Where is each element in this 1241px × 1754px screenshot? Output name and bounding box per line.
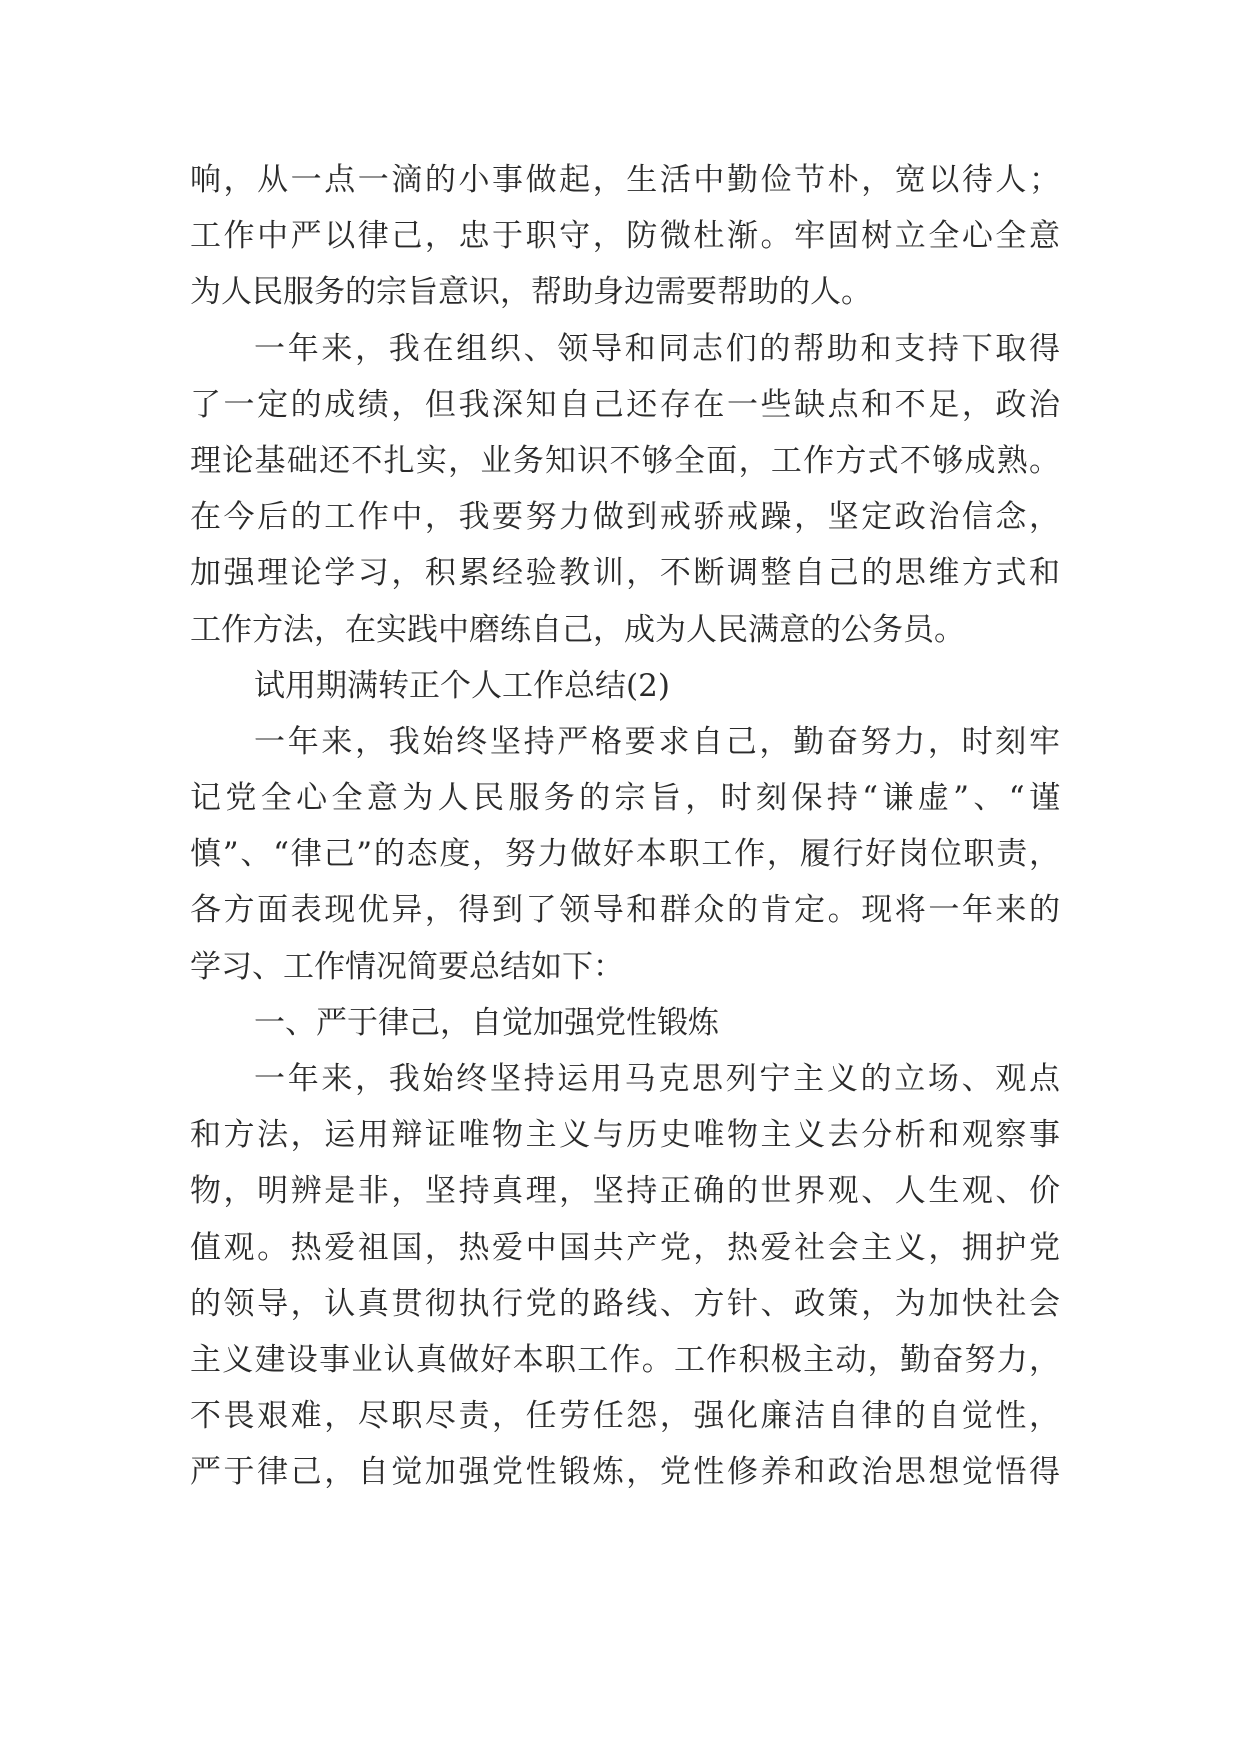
text-line: 一年来，我始终坚持严格要求自己，勤奋努力，时刻牢	[254, 723, 1060, 760]
text-line: 一年来，我在组织、领导和同志们的帮助和支持下取得	[254, 330, 1060, 367]
text-line: 和方法，运用辩证唯物主义与历史唯物主义去分析和观察事	[190, 1117, 1060, 1154]
text-line: 试用期满转正个人工作总结(2)	[254, 667, 670, 704]
text-line: 物，明辨是非，坚持真理，坚持正确的世界观、人生观、价	[190, 1173, 1060, 1210]
text-line: 加强理论学习，积累经验教训，不断调整自己的思维方式和	[190, 555, 1060, 592]
text-line: 工作方法，在实践中磨练自己，成为人民满意的公务员。	[190, 611, 965, 648]
text-line: 在今后的工作中，我要努力做到戒骄戒躁，坚定政治信念，	[190, 499, 1060, 536]
text-line: 工作中严以律己，忠于职守，防微杜渐。牢固树立全心全意	[190, 218, 1060, 255]
text-line: 学习、工作情况简要总结如下：	[190, 948, 624, 985]
text-line: 一、严于律己，自觉加强党性锻炼	[254, 1004, 719, 1041]
text-line: 响，从一点一滴的小事做起，生活中勤俭节朴，宽以待人；	[190, 162, 1060, 198]
text-line: 值观。热爱祖国，热爱中国共产党，热爱社会主义，拥护党	[190, 1229, 1060, 1266]
text-line: 记党全心全意为人民服务的宗旨，时刻保持“谦虚”、“谨	[190, 780, 1060, 817]
text-line: 的领导，认真贯彻执行党的路线、方针、政策，为加快社会	[190, 1285, 1060, 1322]
text-line: 主义建设事业认真做好本职工作。工作积极主动，勤奋努力，	[190, 1341, 1060, 1378]
text-line: 为人民服务的宗旨意识，帮助身边需要帮助的人。	[190, 274, 872, 311]
text-line: 不畏艰难，尽职尽责，任劳任怨，强化廉洁自律的自觉性，	[190, 1398, 1060, 1435]
text-line: 一年来，我始终坚持运用马克思列宁主义的立场、观点	[254, 1061, 1060, 1097]
text-line: 慎”、“律己”的态度，努力做好本职工作，履行好岗位职责，	[190, 836, 1060, 873]
document-body	[190, 152, 1060, 1501]
text-line: 各方面表现优异，得到了领导和群众的肯定。现将一年来的	[190, 892, 1060, 929]
text-line: 严于律己，自觉加强党性锻炼，党性修养和政治思想觉悟得	[190, 1454, 1060, 1491]
text-line: 了一定的成绩，但我深知自己还存在一些缺点和不足，政治	[190, 386, 1060, 423]
text-line: 理论基础还不扎实，业务知识不够全面，工作方式不够成熟。	[190, 442, 1060, 479]
